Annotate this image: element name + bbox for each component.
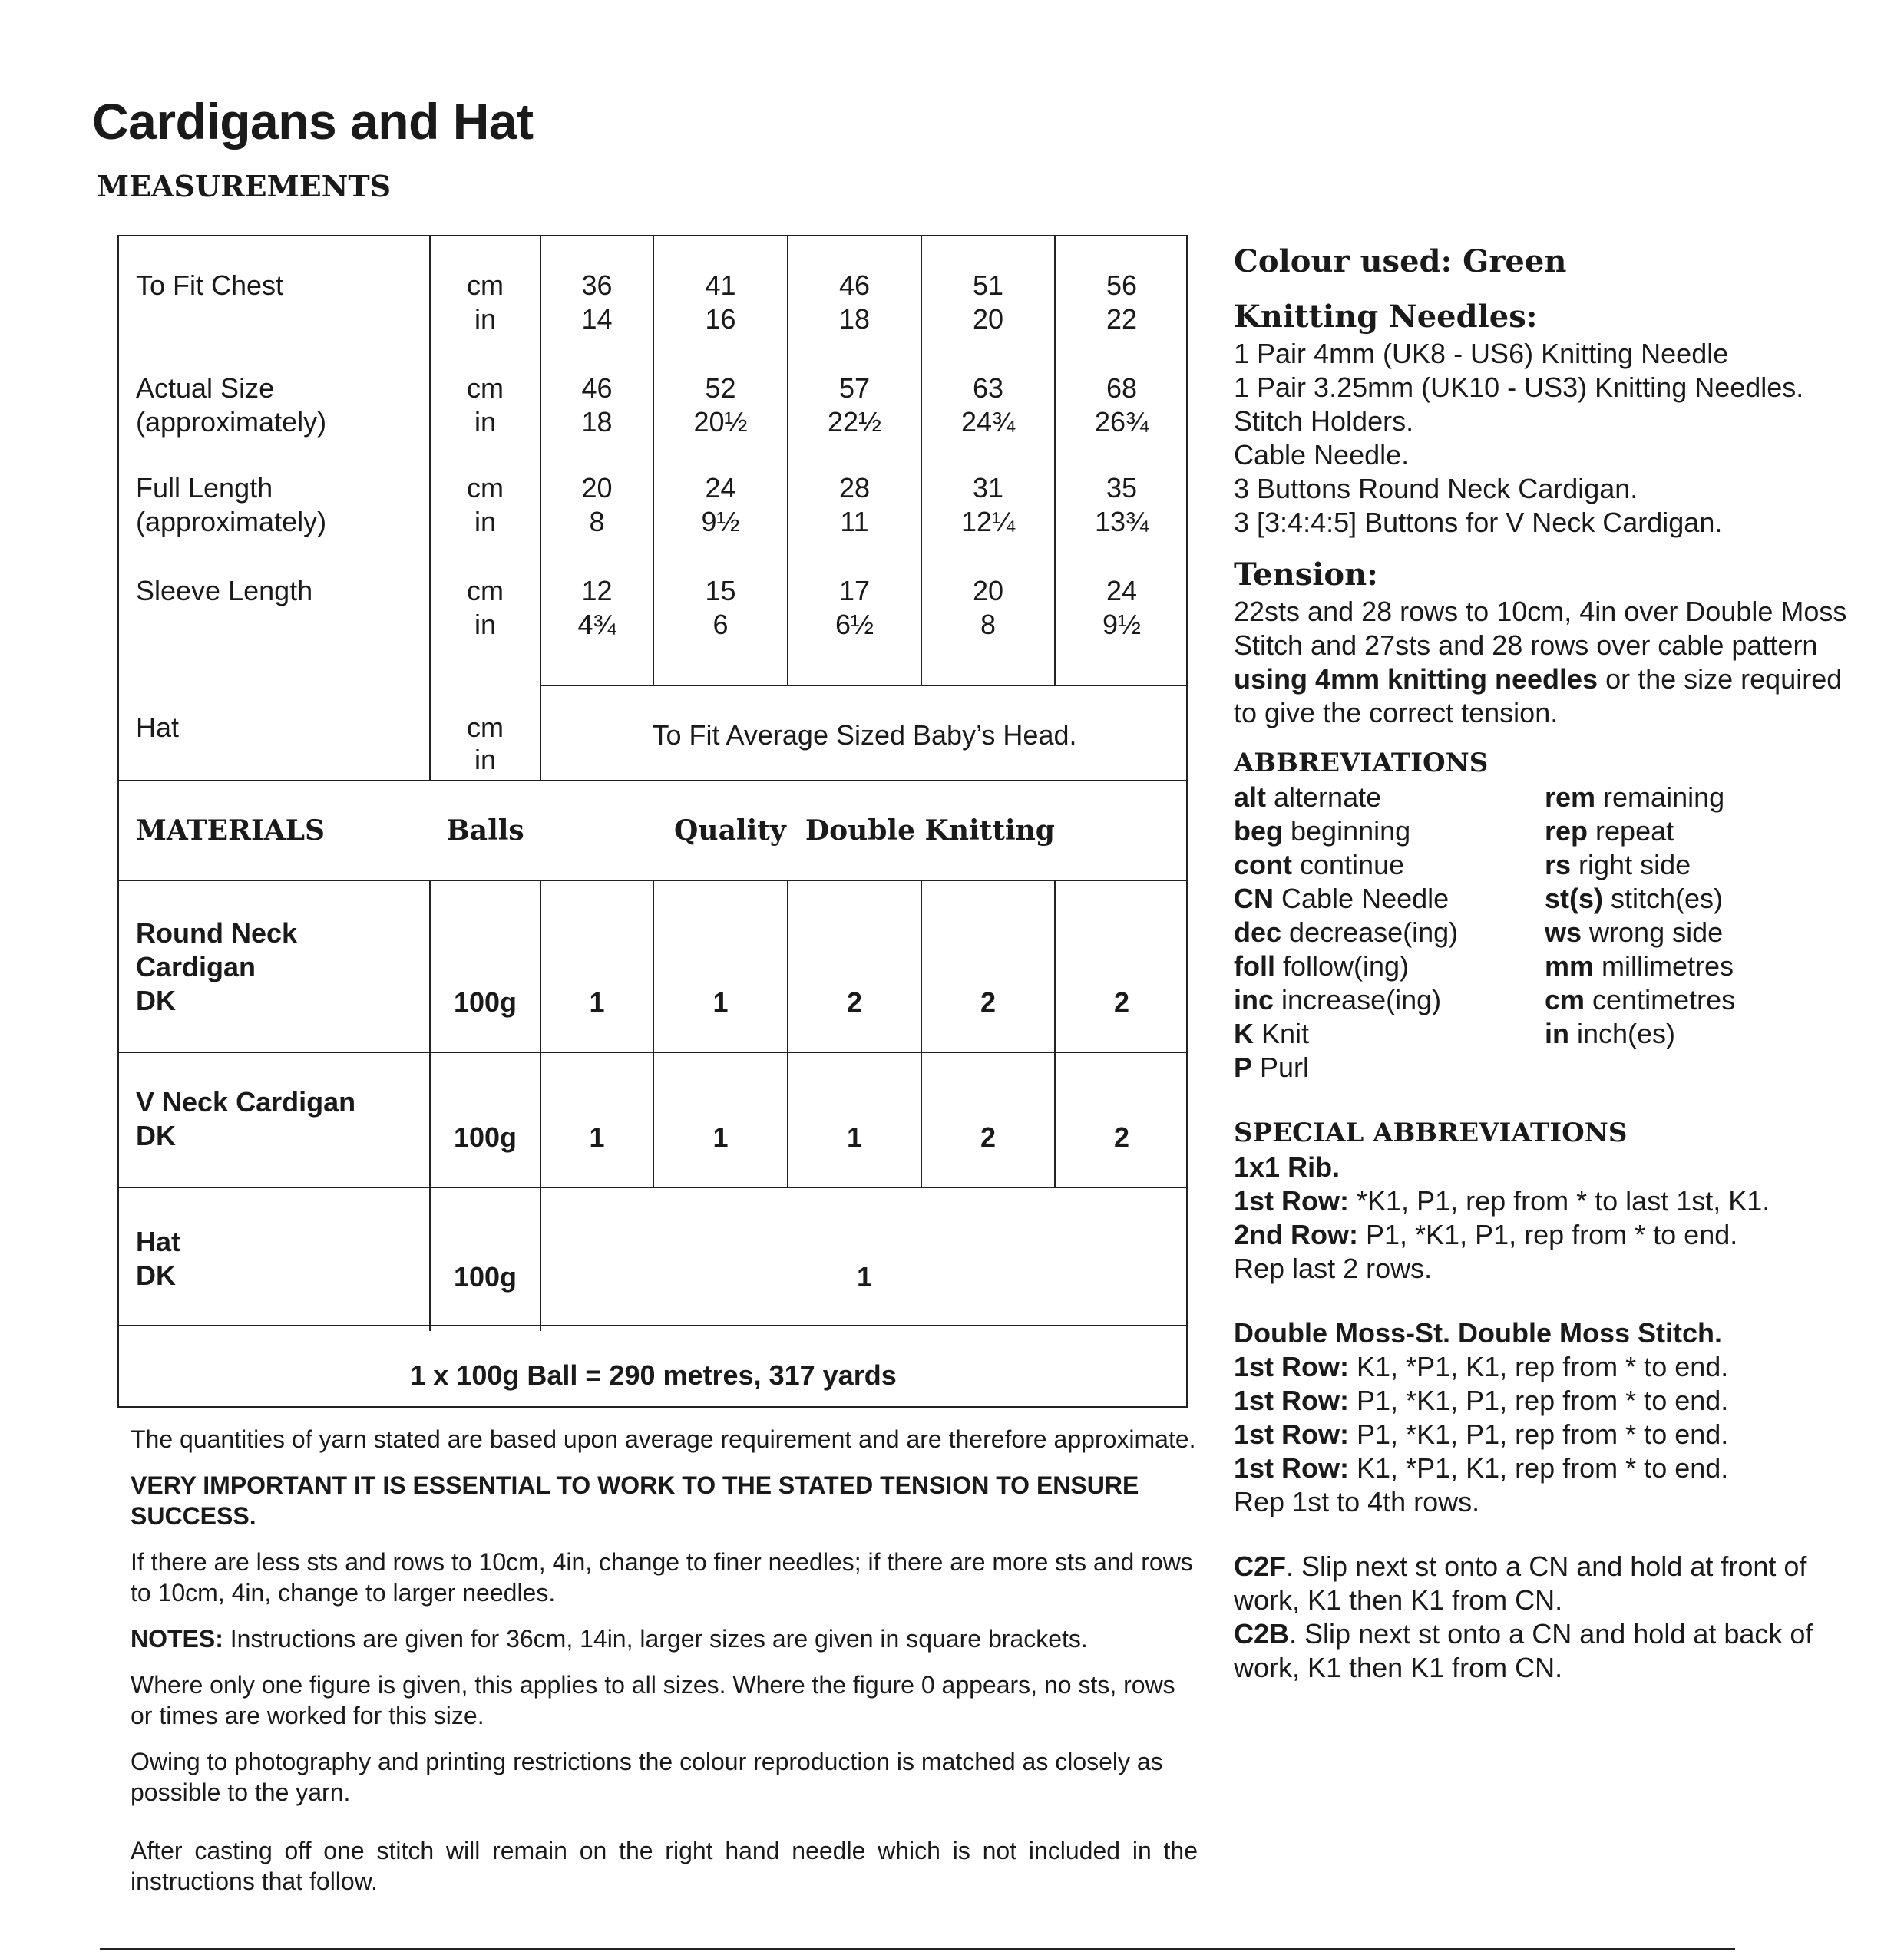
row-label: Full Length [136,472,273,504]
cell-value: 13¾ [1094,506,1149,537]
cell-value: 15 [705,575,736,606]
row-line [540,685,1188,686]
notes-label: NOTES: [131,1625,223,1653]
moss-row: 1st Row: P1, *K1, P1, rep from * to end. [1234,1385,1729,1416]
tension-needles: using 4mm knitting needles [1234,663,1598,695]
tension-text [1234,595,1863,730]
cell-value: 26¾ [1094,406,1149,438]
unit-cm: cm [467,575,504,606]
needle-item: Cable Needle. [1234,439,1410,471]
ball-count: 1 [856,1261,873,1293]
special-abbreviations-heading: SPECIAL ABBREVIATIONS [1234,1118,1628,1148]
materials-heading: MATERIALS [136,814,326,847]
needle-item: 1 Pair 3.25mm (UK10 - US3) Knitting Needles. [1234,372,1804,403]
row-label: (approximately) [136,506,327,537]
needles-heading: Knitting Needles: [1234,299,1538,335]
row-line [119,1052,1188,1053]
cell-value: 31 [972,472,1004,504]
c2b-definition: C2B. Slip next st onto a CN and hold at back of work, K1 then K1 from CN. [1234,1618,1813,1683]
cell-value: 16 [705,303,736,335]
ball-count: 1 [712,1121,729,1153]
ball-count: 2 [980,986,997,1018]
abbr-item: foll follow(ing) [1234,950,1410,982]
cell-value: 57 [838,372,871,404]
ball-count: 2 [1113,1121,1130,1153]
abbr-item: st(s) stitch(es) [1545,883,1724,914]
tension-part: 22sts and 28 rows to 10cm, 4in over Double Moss Stitch and 27sts and 28 rows over cable pattern [1234,596,1847,661]
cell-value: 35 [1106,472,1138,504]
notes-paragraph [131,1623,1198,1654]
rib-repeat: Rep last 2 rows. [1234,1253,1433,1284]
cell-value: 20½ [693,406,748,438]
abbr-item: cm centimetres [1545,984,1736,1015]
tension-part: or the size required to give the correct tension. [1234,663,1843,728]
ball-count: 1 [712,986,729,1018]
abbr-item: mm millimetres [1545,950,1734,982]
needle-item: Stitch Holders. [1234,405,1414,437]
rib-row: 2nd Row: P1, *K1, P1, rep from * to end. [1234,1219,1738,1250]
needle-item: 1 Pair 4mm (UK8 - US6) Knitting Needle [1234,338,1729,369]
unit-in: in [474,406,497,438]
one-figure-note: Where only one figure is given, this applies to all sizes. Where the figure 0 appears, no sts, rows or times are worked for this size. [131,1671,1175,1729]
cell-value: 24¾ [960,406,1016,438]
right-column [1234,242,1863,1685]
unit-in: in [474,609,497,640]
needle-change-note: If there are less sts and rows to 10cm, 4in, change to finer needles; if there are more sts and rows to 10cm, 4in, change to larger needles. [131,1548,1193,1607]
unit-in: in [474,744,497,775]
cell-value: 24 [705,472,736,504]
cell-value: 9½ [1102,609,1142,640]
measurements-table [117,235,1188,1408]
cell-value: 6½ [835,609,874,640]
row-line [119,1187,1188,1188]
cell-value: 51 [972,269,1004,301]
ball-count: 1 [589,1121,605,1153]
unit-cm: cm [467,472,504,504]
needle-item: 3 [3:4:4:5] Buttons for V Neck Cardigan. [1234,507,1723,538]
cell-value: 12 [581,575,613,606]
abbr-item: ws wrong side [1545,916,1724,948]
rib-title: 1x1 Rib. [1234,1151,1340,1183]
abbr-item: beg beginning [1234,815,1411,847]
row-line [119,1325,1188,1326]
needle-item: 3 Buttons Round Neck Cardigan. [1234,473,1638,504]
row-label: To Fit Chest [136,269,284,301]
photography-note: Owing to photography and printing restrictions the colour reproduction is matched as closely as possible to the yarn. [131,1748,1163,1806]
cell-value: 9½ [701,506,740,537]
page-title: Cardigans and Hat [92,93,534,150]
c2f-definition: C2F. Slip next st onto a CN and hold at front of work, K1 then K1 from CN. [1234,1550,1807,1616]
cell-value: 52 [705,372,736,404]
cell-value: 28 [838,472,871,504]
cell-value: 11 [840,506,869,537]
moss-row: 1st Row: K1, *P1, K1, rep from * to end. [1234,1452,1729,1484]
row-line [119,780,1188,781]
ball-info: 1 x 100g Ball = 290 metres, 317 yards [410,1359,897,1391]
ball-count: 2 [846,986,863,1018]
measurements-heading: MEASUREMENTS [97,169,392,203]
cell-value: 56 [1106,269,1138,301]
abbr-item: cont continue [1234,849,1405,880]
abbr-item: rs right side [1545,849,1691,880]
material-label: Round Neck [136,917,298,949]
unit-cm: cm [467,269,504,301]
cell-value: 8 [980,609,997,640]
abbr-item: alt alternate [1234,781,1382,813]
abbr-item: K Knit [1234,1018,1310,1049]
cell-value: 46 [838,269,871,301]
casting-off-note: After casting off one stitch will remain on the right hand needle which is not included in the instructions that follow. [131,1837,1198,1895]
cell-value: 41 [705,269,736,301]
cell-value: 24 [1106,575,1138,606]
cell-value: 20 [972,303,1004,335]
cell-value: 46 [581,372,613,404]
bottom-rule [100,1948,1735,1950]
moss-repeat: Rep 1st to 4th rows. [1234,1486,1480,1517]
tension-heading: Tension: [1234,556,1378,593]
cell-value: 6 [712,609,729,640]
hat-size-note: To Fit Average Sized Baby’s Head. [652,719,1077,751]
abbr-item: rep repeat [1545,815,1674,847]
cell-value: 68 [1106,372,1138,404]
quality-heading: Quality Double Knitting [674,814,1055,847]
material-label: V Neck Cardigan [136,1086,356,1118]
cell-value: 8 [589,506,605,537]
cell-value: 20 [972,575,1004,606]
abbr-item: inc increase(ing) [1234,984,1442,1015]
moss-row: 1st Row: K1, *P1, K1, rep from * to end. [1234,1351,1729,1382]
cell-value: 63 [972,372,1004,404]
ball-count: 1 [846,1121,863,1153]
unit-cm: cm [467,712,504,743]
cell-value: 18 [838,303,871,335]
material-label: Hat [136,1226,181,1257]
cell-value: 14 [581,303,613,335]
ball-count: 2 [1113,986,1130,1018]
quantities-note: The quantities of yarn stated are based upon average requirement and are therefore approximate. [131,1425,1196,1453]
balls-heading: Balls [446,814,524,847]
material-label: DK [136,1260,176,1291]
cell-value: 12¼ [960,506,1016,537]
abbreviations-heading: ABBREVIATIONS [1234,748,1489,778]
row-label: (approximately) [136,406,327,438]
abbr-item: in inch(es) [1545,1018,1676,1049]
cell-value: 22 [1106,303,1138,335]
cell-value: 4¾ [577,609,616,640]
rib-row: 1st Row: *K1, P1, rep from * to last 1st, K1. [1234,1185,1770,1217]
pattern-notes [131,1424,1198,1912]
abbr-item: rem remaining [1545,781,1725,813]
abbr-item: P Purl [1234,1052,1310,1083]
ball-weight: 100g [453,1121,517,1153]
row-label: Sleeve Length [136,575,313,606]
important-note: VERY IMPORTANT IT IS ESSENTIAL TO WORK TO THE STATED TENSION TO ENSURE SUCCESS. [131,1471,1139,1530]
material-label: DK [136,1120,176,1151]
unit-cm: cm [467,372,504,404]
row-label: Actual Size [136,372,275,404]
ball-weight: 100g [453,1261,517,1293]
moss-title: Double Moss-St. Double Moss Stitch. [1234,1317,1723,1349]
ball-count: 1 [589,986,605,1018]
cell-value: 18 [581,406,613,438]
cell-value: 36 [581,269,613,301]
notes-text: Instructions are given for 36cm, 14in, larger sizes are given in square brackets. [223,1625,1088,1653]
colour-used: Colour used: Green [1234,243,1567,279]
abbr-item: dec decrease(ing) [1234,916,1459,948]
ball-weight: 100g [453,986,517,1018]
unit-in: in [474,506,497,537]
unit-in: in [474,303,497,335]
cell-value: 17 [838,575,871,606]
abbreviations-list [1234,781,1863,1085]
material-label: Cardigan [136,951,256,982]
abbr-item: CN Cable Needle [1234,883,1449,914]
hat-label: Hat [136,712,180,743]
moss-row: 1st Row: P1, *K1, P1, rep from * to end. [1234,1418,1729,1450]
material-label: DK [136,985,176,1016]
ball-count: 2 [980,1121,997,1153]
cell-value: 20 [581,472,613,504]
cell-value: 22½ [827,406,882,438]
